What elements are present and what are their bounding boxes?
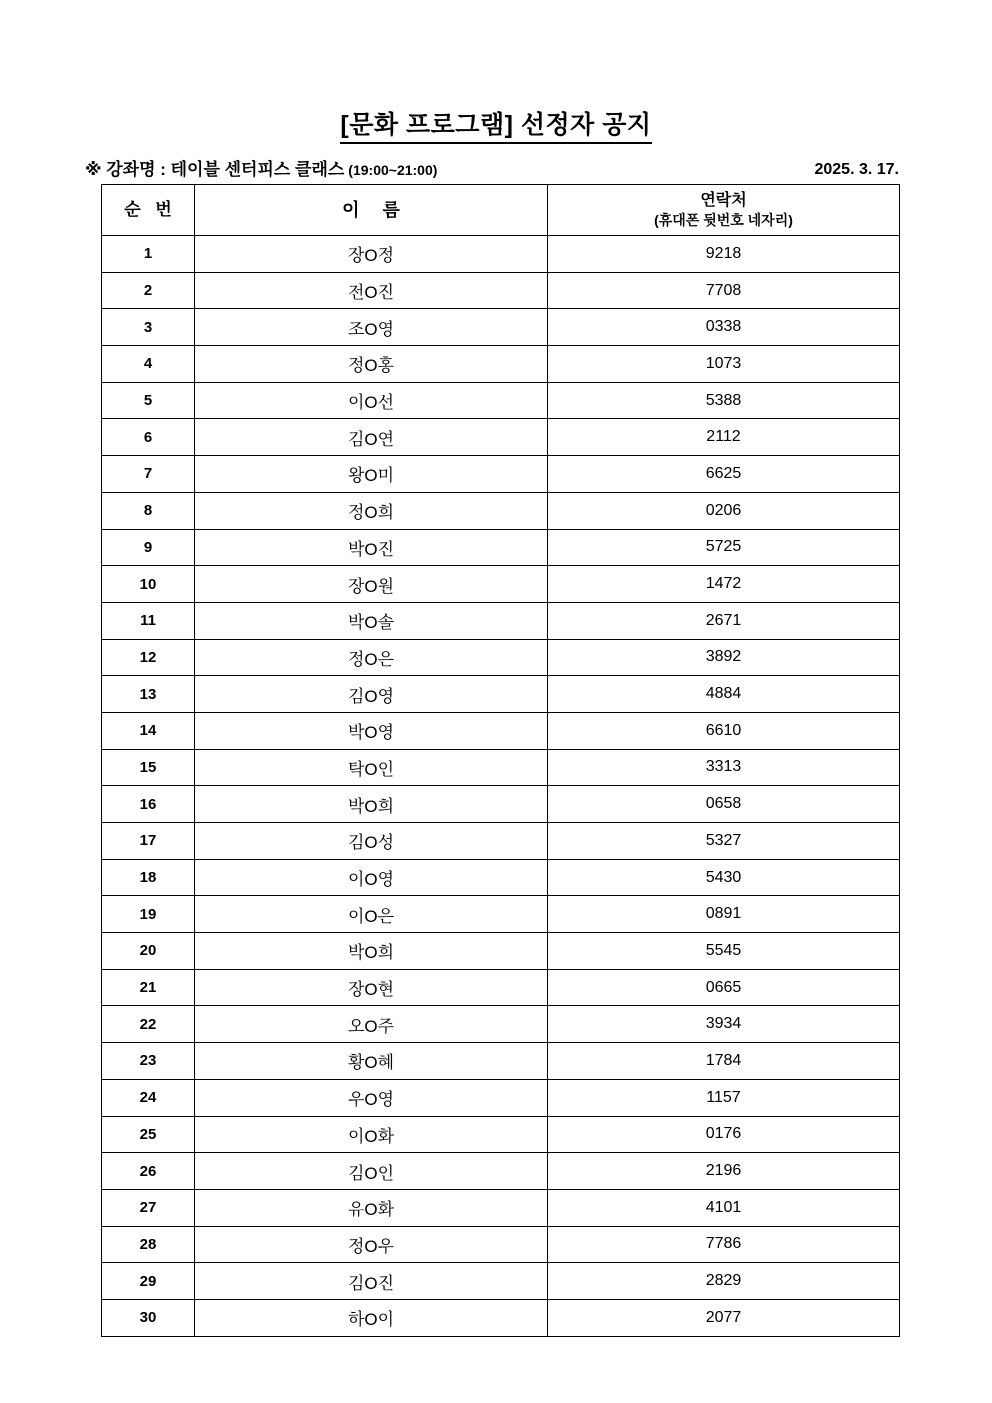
column-header-phone-sub: (휴대폰 뒷번호 네자리)	[654, 211, 793, 228]
cell-phone: 6610	[548, 712, 900, 749]
cell-name: 김O인	[195, 1153, 548, 1190]
cell-name: 장O원	[195, 566, 548, 603]
table-row	[102, 823, 900, 860]
cell-name: 왕O미	[195, 456, 548, 493]
cell-no: 14	[102, 712, 195, 749]
cell-no: 29	[102, 1263, 195, 1300]
cell-no: 28	[102, 1226, 195, 1263]
table-row	[102, 602, 900, 639]
cell-name: 박O솔	[195, 602, 548, 639]
cell-name: 우O영	[195, 1079, 548, 1116]
roster-table	[101, 184, 900, 1337]
cell-phone: 0891	[548, 896, 900, 933]
table-row	[102, 1153, 900, 1190]
cell-no: 9	[102, 529, 195, 566]
cell-no: 25	[102, 1116, 195, 1153]
cell-phone: 0665	[548, 969, 900, 1006]
table-row	[102, 1079, 900, 1116]
column-header-name: 이 름	[195, 185, 548, 236]
table-row	[102, 382, 900, 419]
table-row	[102, 712, 900, 749]
course-time-label: (19:00~21:00)	[348, 162, 438, 178]
cell-name: 정O은	[195, 639, 548, 676]
roster-table-header	[102, 185, 900, 236]
cell-name: 전O진	[195, 272, 548, 309]
cell-no: 1	[102, 236, 195, 273]
cell-phone: 1472	[548, 566, 900, 603]
table-row	[102, 933, 900, 970]
table-row	[102, 272, 900, 309]
table-row	[102, 1189, 900, 1226]
cell-phone: 0338	[548, 309, 900, 346]
cell-phone: 0176	[548, 1116, 900, 1153]
roster-table-body	[102, 236, 900, 1337]
cell-phone: 7708	[548, 272, 900, 309]
cell-phone: 0206	[548, 492, 900, 529]
cell-phone: 1073	[548, 346, 900, 383]
cell-name: 이O은	[195, 896, 548, 933]
cell-phone: 2671	[548, 602, 900, 639]
cell-phone: 7786	[548, 1226, 900, 1263]
table-row	[102, 309, 900, 346]
cell-phone: 2196	[548, 1153, 900, 1190]
cell-no: 6	[102, 419, 195, 456]
table-row	[102, 1006, 900, 1043]
page-title	[0, 110, 992, 140]
cell-phone: 2112	[548, 419, 900, 456]
cell-no: 26	[102, 1153, 195, 1190]
cell-phone: 1157	[548, 1079, 900, 1116]
cell-no: 2	[102, 272, 195, 309]
cell-no: 21	[102, 969, 195, 1006]
column-header-phone-main: 연락처	[700, 192, 747, 210]
cell-name: 정O희	[195, 492, 548, 529]
cell-phone: 9218	[548, 236, 900, 273]
document-date: 2025. 3. 17.	[814, 161, 899, 178]
page-title-text: [문화 프로그램] 선정자 공지	[340, 111, 651, 144]
table-row	[102, 676, 900, 713]
cell-phone: 5327	[548, 823, 900, 860]
table-row	[102, 1263, 900, 1300]
cell-name: 이O영	[195, 859, 548, 896]
cell-name: 황O혜	[195, 1043, 548, 1080]
cell-no: 24	[102, 1079, 195, 1116]
cell-name: 박O희	[195, 933, 548, 970]
cell-no: 16	[102, 786, 195, 823]
cell-phone: 5388	[548, 382, 900, 419]
cell-name: 박O영	[195, 712, 548, 749]
cell-phone: 4884	[548, 676, 900, 713]
course-info	[85, 159, 437, 181]
cell-name: 김O영	[195, 676, 548, 713]
table-row	[102, 749, 900, 786]
table-row	[102, 456, 900, 493]
table-row	[102, 236, 900, 273]
cell-name: 하O이	[195, 1299, 548, 1336]
course-name-label: ※ 강좌명 : 테이블 센터피스 클래스	[85, 160, 345, 179]
cell-name: 유O화	[195, 1189, 548, 1226]
roster-table-container	[101, 184, 899, 1337]
cell-no: 18	[102, 859, 195, 896]
table-row	[102, 1116, 900, 1153]
cell-no: 13	[102, 676, 195, 713]
cell-name: 정O우	[195, 1226, 548, 1263]
cell-name: 이O화	[195, 1116, 548, 1153]
cell-no: 22	[102, 1006, 195, 1043]
cell-no: 4	[102, 346, 195, 383]
cell-phone: 3313	[548, 749, 900, 786]
table-row	[102, 529, 900, 566]
cell-no: 27	[102, 1189, 195, 1226]
cell-no: 23	[102, 1043, 195, 1080]
table-row	[102, 1043, 900, 1080]
cell-phone: 5430	[548, 859, 900, 896]
cell-no: 12	[102, 639, 195, 676]
cell-name: 김O진	[195, 1263, 548, 1300]
cell-no: 7	[102, 456, 195, 493]
table-row	[102, 969, 900, 1006]
table-header-row	[102, 185, 900, 236]
document-meta-row	[85, 155, 899, 181]
table-row	[102, 1226, 900, 1263]
cell-phone: 3934	[548, 1006, 900, 1043]
table-row	[102, 566, 900, 603]
table-row	[102, 419, 900, 456]
cell-phone: 3892	[548, 639, 900, 676]
cell-phone: 4101	[548, 1189, 900, 1226]
table-row	[102, 639, 900, 676]
cell-no: 10	[102, 566, 195, 603]
cell-name: 탁O인	[195, 749, 548, 786]
cell-name: 김O연	[195, 419, 548, 456]
cell-phone: 2077	[548, 1299, 900, 1336]
table-row	[102, 786, 900, 823]
cell-name: 박O희	[195, 786, 548, 823]
cell-no: 20	[102, 933, 195, 970]
cell-name: 장O정	[195, 236, 548, 273]
cell-phone: 6625	[548, 456, 900, 493]
cell-name: 장O현	[195, 969, 548, 1006]
cell-name: 오O주	[195, 1006, 548, 1043]
cell-no: 19	[102, 896, 195, 933]
cell-no: 8	[102, 492, 195, 529]
cell-phone: 1784	[548, 1043, 900, 1080]
table-row	[102, 1299, 900, 1336]
table-row	[102, 492, 900, 529]
cell-no: 11	[102, 602, 195, 639]
column-header-no: 순 번	[102, 185, 195, 236]
column-header-phone	[548, 185, 900, 236]
cell-no: 17	[102, 823, 195, 860]
cell-phone: 5545	[548, 933, 900, 970]
cell-no: 5	[102, 382, 195, 419]
cell-phone: 2829	[548, 1263, 900, 1300]
cell-phone: 5725	[548, 529, 900, 566]
table-row	[102, 346, 900, 383]
cell-no: 30	[102, 1299, 195, 1336]
cell-name: 김O성	[195, 823, 548, 860]
cell-no: 3	[102, 309, 195, 346]
table-row	[102, 896, 900, 933]
cell-name: 이O선	[195, 382, 548, 419]
table-row	[102, 859, 900, 896]
cell-name: 박O진	[195, 529, 548, 566]
cell-phone: 0658	[548, 786, 900, 823]
cell-no: 15	[102, 749, 195, 786]
cell-name: 조O영	[195, 309, 548, 346]
cell-name: 정O홍	[195, 346, 548, 383]
